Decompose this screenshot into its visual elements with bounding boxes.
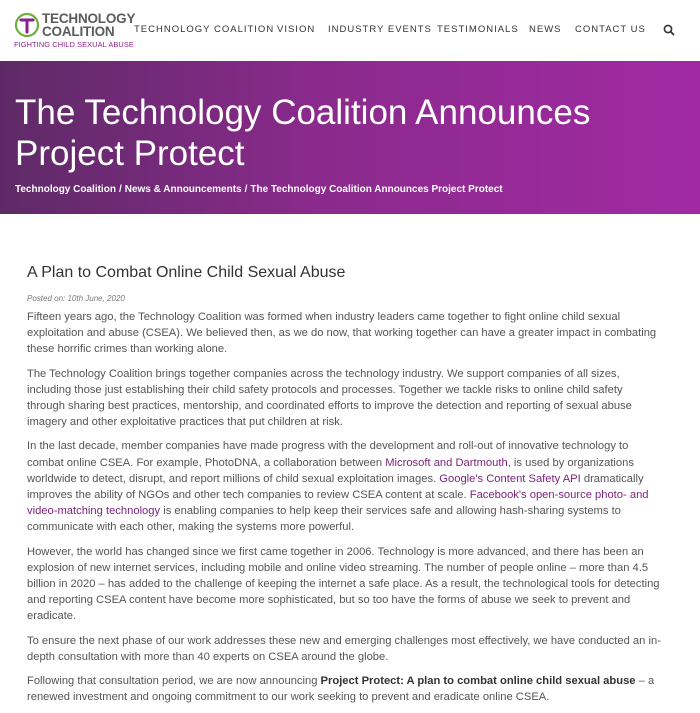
breadcrumb-current: The Technology Coalition Announces Project Protect [250, 184, 503, 195]
article-body [27, 309, 661, 713]
logo-title: TECHNOLOGY COALITION [42, 11, 136, 39]
breadcrumb-separator: / [118, 184, 122, 195]
posted-date: Posted on: 10th June, 2020 [27, 294, 125, 303]
link-google-content-safety-api[interactable]: Google's Content Safety API [439, 472, 581, 485]
breadcrumb-news[interactable]: News & Announcements [124, 184, 242, 195]
link-facebook-matching-technology[interactable]: Facebook's open-source photo- and video-matching technology [27, 489, 649, 518]
nav-industry-events[interactable]: INDUSTRY EVENTS [328, 24, 432, 35]
article-heading: A Plan to Combat Online Child Sexual Abuse [27, 264, 346, 281]
nav-technology-coalition[interactable]: TECHNOLOGY COALITION [134, 24, 275, 35]
paragraph: The Technology Coalition brings together companies across the technology industry. We support companies of all sizes, including those just establishing their child safety protocols and processes. Together we tackle risks to online child safety through sharing best practices, mentorship, and coordinated efforts to improve the detection and reporting of sexual abuse imagery and other exploitative practices that put children at risk. [27, 367, 632, 429]
logo-tagline: FIGHTING CHILD SEXUAL ABUSE [14, 40, 134, 49]
nav-news[interactable]: NEWS [529, 24, 562, 35]
project-protect-highlight: Project Protect: A plan to combat online child sexual abuse [320, 675, 636, 688]
search-icon[interactable] [662, 23, 676, 37]
page-hero [0, 61, 700, 214]
paragraph: However, the world has changed since we first came together in 2006. Technology is more advanced, and there has been an explosion of new internet services, including mobile and online video streaming. The number of people online – more than 4.5 billion in 2020 – has added to the challenge of keeping the internet a safe place. As a result, the technological tools for detecting and reporting CSEA content have become more sophisticated, but so too have the forms of abuse we seek to prevent and eradicate. [27, 545, 660, 623]
breadcrumb-home[interactable]: Technology Coalition [15, 184, 116, 195]
link-microsoft-dartmouth[interactable]: Microsoft and Dartmouth [385, 456, 508, 469]
site-header [0, 0, 700, 62]
breadcrumb [15, 184, 503, 195]
breadcrumb-separator: / [244, 184, 248, 195]
logo-icon [14, 12, 40, 38]
main-nav [134, 24, 700, 38]
paragraph: Following that consultation period, we are now announcing Project Protect: A plan to combat online child sexual abuse – a renewed investment and ongoing commitment to our work seeking to prevent and eradicate online CSEA. [27, 675, 655, 704]
paragraph: Fifteen years ago, the Technology Coalition was formed when industry leaders came together to fight online child sexual exploitation and abuse (CSEA). We believed then, as we do now, that working together can have a greater impact in combating these horrific crimes than working alone. [27, 311, 657, 356]
article [0, 214, 700, 704]
page-title: The Technology Coalition Announces Project Protect [15, 93, 591, 173]
paragraph: To ensure the next phase of our work addresses these new and emerging challenges most effectively, we have conducted an in-depth consultation with more than 40 experts on CSEA around the globe. [27, 634, 661, 663]
site-logo[interactable] [14, 11, 136, 52]
nav-vision[interactable]: VISION [277, 24, 316, 35]
nav-testimonials[interactable]: TESTIMONIALS [437, 24, 519, 35]
nav-contact-us[interactable]: CONTACT US [575, 24, 646, 35]
paragraph: In the last decade, member companies have made progress with the development and roll-out of innovative technology to combat online CSEA. For example, PhotoDNA, a collaboration between Microsoft and Dartmouth, is used by organizations worldwide to detect, disrupt, and report millions of child sexual exploitation images. Google's Content Safety API dramatically improves the ability of NGOs and other tech companies to review CSEA content at scale. Facebook's open-source photo- and video-matching technology is enabling companies to help keep their services safe and allowing hash-sharing systems to communicate with each other, making the systems more powerful. [27, 440, 649, 534]
